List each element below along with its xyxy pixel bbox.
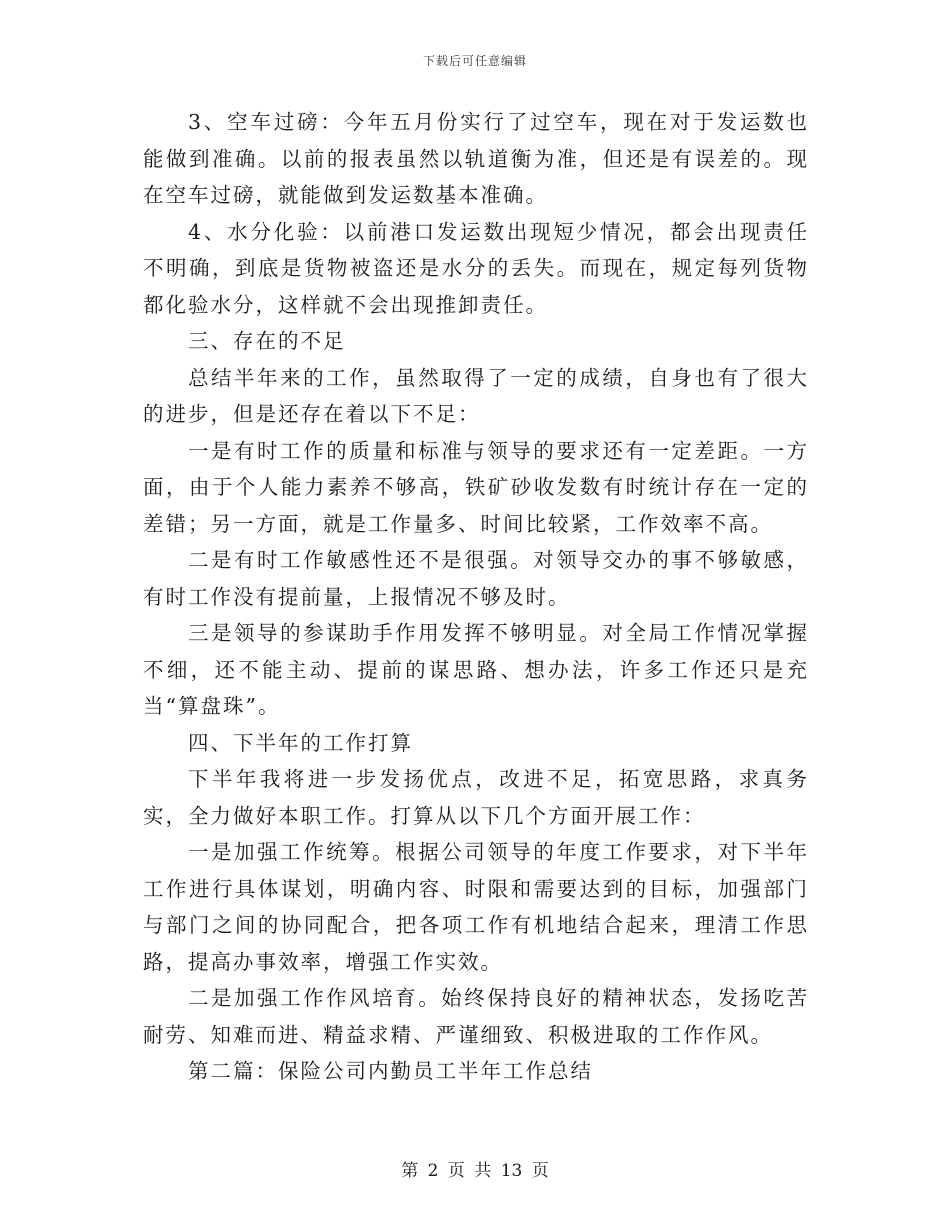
paragraph-truck-weighing: 3、空车过磅：今年五月份实行了过空车，现在对于发运数也能做到准确。以前的报表虽然以轨道衡为准，但还是有误差的。现在空车过磅，就能做到发运数基本准确。 bbox=[143, 110, 809, 207]
paragraph-plans-intro: 下半年我将进一步发扬优点，改进不足，拓宽思路，求真务实，全力做好本职工作。打算从以下几个方面开展工作： bbox=[143, 767, 809, 828]
section-heading-shortcomings: 三、存在的不足 bbox=[188, 329, 346, 353]
paragraph-moisture-test: 4、水分化验：以前港口发运数出现短少情况，都会出现责任不明确，到底是货物被盗还是水分的丢失。而现在，规定每列货物都化验水分，这样就不会出现推卸责任。 bbox=[143, 219, 809, 317]
paragraph-plan-2: 二是加强工作作风培育。始终保持良好的精神状态，发扬吃苦耐劳、知难而进、精益求精、严谨细致、积极进取的工作作风。 bbox=[143, 986, 809, 1047]
paragraph-plan-1: 一是加强工作统筹。根据公司领导的年度工作要求，对下半年工作进行具体谋划，明确内容、时限和需要达到的目标，加强部门与部门之间的协同配合，把各项工作有机地结合起来，理清工作思路，提高办事效率，增强工作实效。 bbox=[143, 840, 809, 974]
paragraph-shortcoming-1: 一是有时工作的质量和标准与领导的要求还有一定差距。一方面，由于个人能力素养不够高，铁矿砂收发数有时统计存在一定的差错；另一方面，就是工作量多、时间比较紧，工作效率不高。 bbox=[143, 438, 809, 536]
chapter-heading-part-two: 第二篇：保险公司内勤员工半年工作总结 bbox=[188, 1059, 593, 1083]
page-footer: 第 2 页 共 13 页 bbox=[401, 1161, 549, 1181]
page-header: 下载后可任意编辑 bbox=[422, 54, 527, 68]
document-body bbox=[143, 104, 809, 1090]
paragraph-summary: 总结半年来的工作，虽然取得了一定的成绩，自身也有了很大的进步，但是还存在着以下不足： bbox=[143, 365, 809, 426]
section-heading-plans: 四、下半年的工作打算 bbox=[188, 730, 413, 755]
paragraph-shortcoming-2: 二是有时工作敏感性还不是很强。对领导交办的事不够敏感，有时工作没有提前量，上报情况不够及时。 bbox=[143, 548, 809, 609]
paragraph-shortcoming-3: 三是领导的参谋助手作用发挥不够明显。对全局工作情况掌握不细，还不能主动、提前的谋思路、想办法，许多工作还只是充当“算盘珠”。 bbox=[143, 621, 809, 718]
